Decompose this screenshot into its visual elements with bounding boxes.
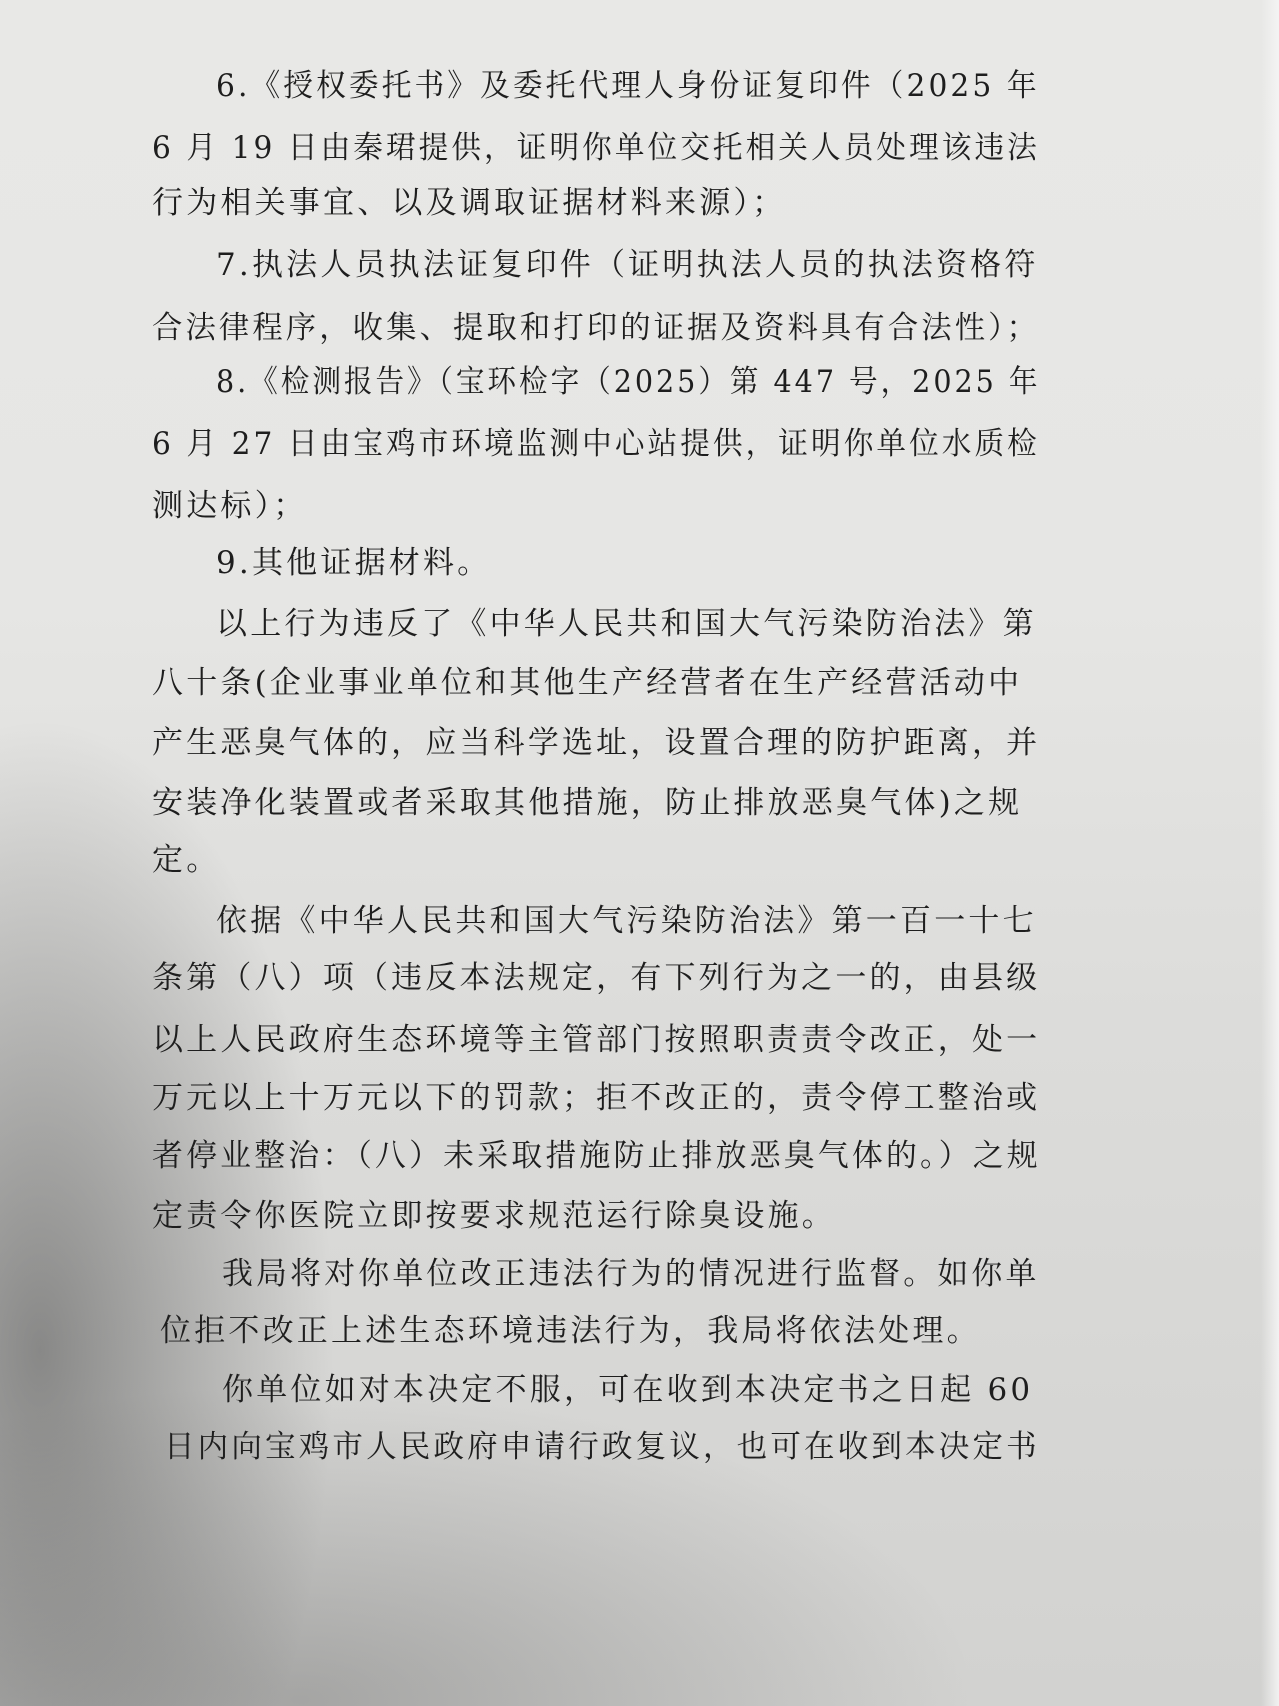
text-line: 行为相关事宜、以及调取证据材料来源）； [152, 185, 787, 221]
text-line: 定责令你医院立即按要求规范运行除臭设施。 [152, 1198, 836, 1234]
text-line: 安装净化装置或者采取其他措施，防止排放恶臭气体)之规 [152, 785, 1023, 821]
text-line: 测达标）； [152, 488, 308, 524]
text-line: 7.执法人员执法证复印件（证明执法人员的执法资格符 [216, 247, 1039, 283]
text-line: 八十条(企业事业单位和其他生产经营者在生产经营活动中 [152, 665, 1023, 701]
text-line: 定。 [152, 842, 221, 878]
text-line: 以上人民政府生态环境等主管部门按照职责责令改正，处一 [152, 1022, 1041, 1058]
text-line: 8.《检测报告》（宝环检字（2025）第 447 号，2025 年 [216, 364, 1041, 400]
text-line: 者停业整治：（八）未采取措施防止排放恶臭气体的。）之规 [152, 1138, 1041, 1174]
text-line: 6.《授权委托书》及委托代理人身份证复印件（2025 年 [216, 68, 1040, 104]
text-line: 9.其他证据材料。 [216, 545, 492, 581]
text-line: 万元以上十万元以下的罚款；拒不改正的，责令停工整治或 [152, 1080, 1041, 1116]
text-line: 6 月 27 日由宝鸡市环境监测中心站提供，证明你单位水质检 [152, 426, 1040, 462]
text-line: 6 月 19 日由秦珺提供，证明你单位交托相关人员处理该违法 [152, 130, 1040, 166]
text-line: 合法律程序，收集、提取和打印的证据及资料具有合法性）； [152, 310, 1040, 346]
page-edge [1261, 0, 1279, 1706]
text-line: 以上行为违反了《中华人民共和国大气污染防治法》第 [216, 606, 1037, 642]
text-line: 你单位如对本决定不服，可在收到本决定书之日起 60 [222, 1372, 1034, 1408]
text-line: 位拒不改正上述生态环境违法行为，我局将依法处理。 [160, 1313, 981, 1349]
text-line: 我局将对你单位改正违法行为的情况进行监督。如你单 [222, 1256, 1040, 1292]
text-line: 依据《中华人民共和国大气污染防治法》第一百一十七 [216, 903, 1037, 939]
text-line: 日内向宝鸡市人民政府申请行政复议，也可在收到本决定书 [164, 1429, 1040, 1465]
text-line: 产生恶臭气体的，应当科学选址，设置合理的防护距离，并 [152, 725, 1041, 761]
text-line: 条第（八）项（违反本法规定，有下列行为之一的，由县级 [152, 960, 1041, 996]
